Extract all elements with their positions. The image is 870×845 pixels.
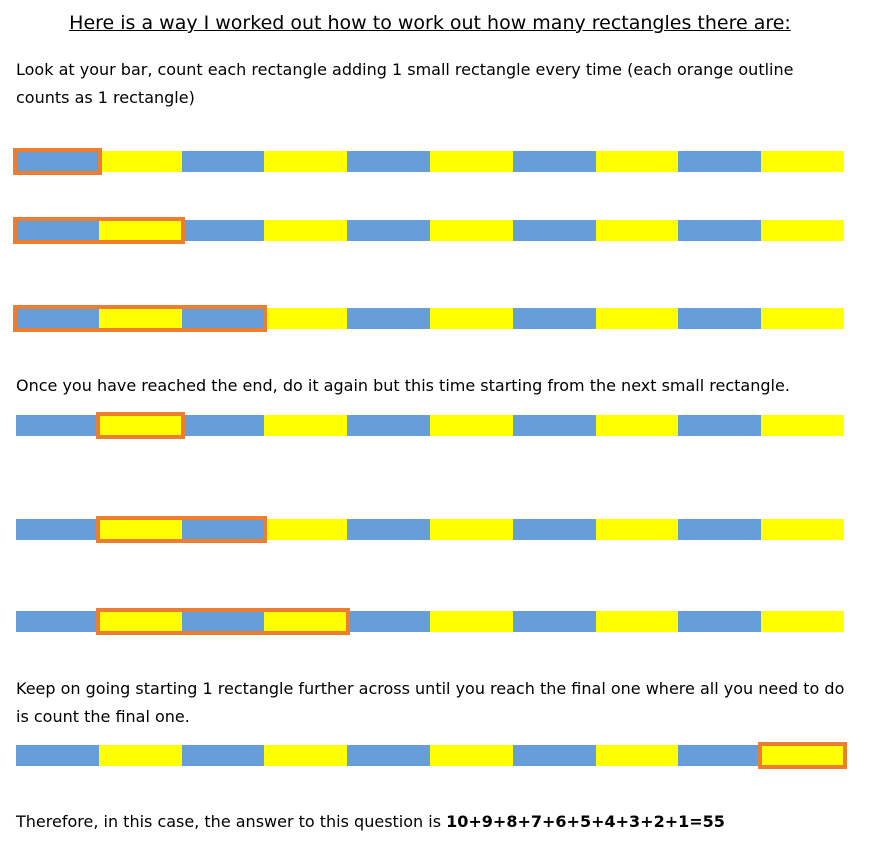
bar-example-3 xyxy=(16,308,844,329)
blue-segment xyxy=(347,151,430,172)
bar-example-5 xyxy=(16,519,844,540)
orange-outline xyxy=(96,516,268,543)
blue-segment xyxy=(678,611,761,632)
orange-outline xyxy=(13,217,185,244)
blue-segment xyxy=(678,220,761,241)
blue-segment xyxy=(678,308,761,329)
orange-outline xyxy=(758,742,847,769)
blue-segment xyxy=(16,611,99,632)
bar-example-7 xyxy=(16,745,844,766)
yellow-segment xyxy=(761,308,844,329)
yellow-segment xyxy=(264,745,347,766)
bar-example-4 xyxy=(16,415,844,436)
yellow-segment xyxy=(430,611,513,632)
blue-segment xyxy=(678,415,761,436)
blue-segment xyxy=(16,519,99,540)
orange-outline xyxy=(96,608,350,635)
yellow-segment xyxy=(596,519,679,540)
yellow-segment xyxy=(99,151,182,172)
blue-segment xyxy=(16,745,99,766)
yellow-segment xyxy=(761,415,844,436)
blue-segment xyxy=(347,220,430,241)
conclusion-text: Therefore, in this case, the answer to this question is xyxy=(16,812,447,831)
bar-example-1 xyxy=(16,151,844,172)
blue-segment xyxy=(513,308,596,329)
blue-segment xyxy=(513,611,596,632)
yellow-segment xyxy=(761,611,844,632)
yellow-segment xyxy=(596,415,679,436)
bar-example-6 xyxy=(16,611,844,632)
yellow-segment xyxy=(264,308,347,329)
blue-segment xyxy=(182,745,265,766)
yellow-segment xyxy=(761,519,844,540)
blue-segment xyxy=(347,611,430,632)
yellow-segment xyxy=(430,308,513,329)
yellow-segment xyxy=(99,745,182,766)
yellow-segment xyxy=(596,308,679,329)
blue-segment xyxy=(678,519,761,540)
yellow-segment xyxy=(430,745,513,766)
yellow-segment xyxy=(596,611,679,632)
blue-segment xyxy=(678,745,761,766)
instruction-1: Look at your bar, count each rectangle adding 1 small rectangle every time (each orange outline counts as 1 rectangle) xyxy=(16,60,794,107)
blue-segment xyxy=(347,519,430,540)
yellow-segment xyxy=(430,220,513,241)
yellow-segment xyxy=(596,151,679,172)
blue-segment xyxy=(182,415,265,436)
orange-outline xyxy=(96,412,185,439)
yellow-segment xyxy=(264,151,347,172)
yellow-segment xyxy=(761,220,844,241)
orange-outline xyxy=(13,148,102,175)
blue-segment xyxy=(513,415,596,436)
blue-segment xyxy=(347,415,430,436)
yellow-segment xyxy=(430,415,513,436)
blue-segment xyxy=(182,220,265,241)
bar-example-2 xyxy=(16,220,844,241)
yellow-segment xyxy=(430,151,513,172)
blue-segment xyxy=(678,151,761,172)
instruction-3: Keep on going starting 1 rectangle further across until you reach the final one where all you need to do is count the final one. xyxy=(16,679,845,726)
blue-segment xyxy=(513,745,596,766)
conclusion xyxy=(16,808,846,836)
blue-segment xyxy=(347,745,430,766)
yellow-segment xyxy=(264,220,347,241)
blue-segment xyxy=(182,151,265,172)
blue-segment xyxy=(513,220,596,241)
yellow-segment xyxy=(596,220,679,241)
orange-outline xyxy=(13,305,267,332)
blue-segment xyxy=(513,519,596,540)
yellow-segment xyxy=(596,745,679,766)
blue-segment xyxy=(513,151,596,172)
yellow-segment xyxy=(264,519,347,540)
page-heading: Here is a way I worked out how to work out how many rectangles there are: xyxy=(69,12,791,34)
blue-segment xyxy=(16,415,99,436)
instruction-2: Once you have reached the end, do it again but this time starting from the next small rectangle. xyxy=(16,376,790,395)
yellow-segment xyxy=(761,151,844,172)
yellow-segment xyxy=(264,415,347,436)
conclusion-answer: 10+9+8+7+6+5+4+3+2+1=55 xyxy=(446,812,725,831)
yellow-segment xyxy=(430,519,513,540)
blue-segment xyxy=(347,308,430,329)
